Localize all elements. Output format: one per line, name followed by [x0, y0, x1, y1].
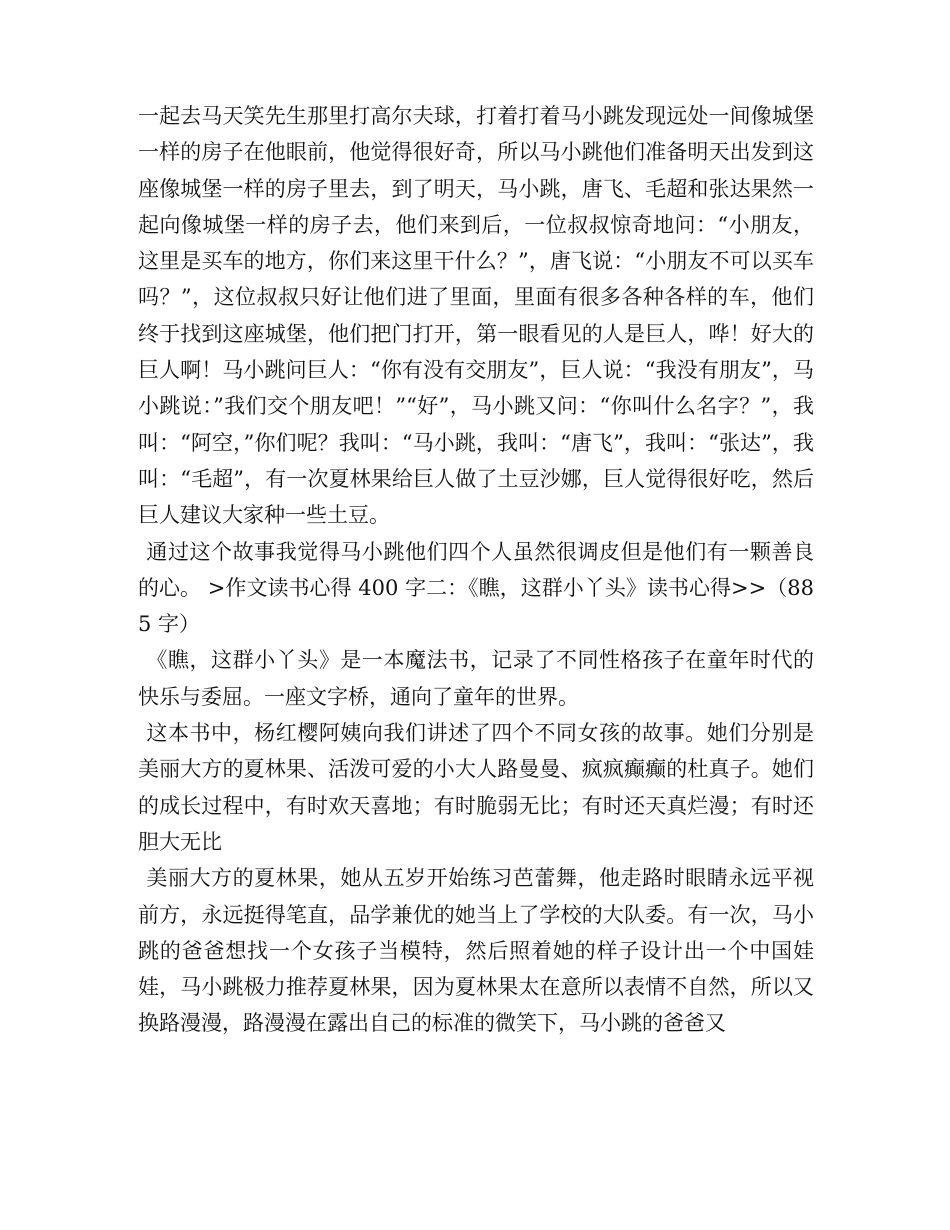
document-body	[138, 98, 814, 1042]
paragraph-reflection: 通过这个故事我觉得马小跳他们四个人虽然很调皮但是他们有一颗善良的心。 >作文读书心得 400 字二：《瞧，这群小丫头》读书心得>>（885 字）	[138, 539, 814, 637]
paragraph-book-intro: 《瞧，这群小丫头》是一本魔法书，记录了不同性格孩子在童年时代的快乐与委屈。一座文字桥，通向了童年的世界。	[138, 648, 814, 709]
paragraph-girls-overview: 这本书中，杨红樱阿姨向我们讲述了四个不同女孩的故事。她们分别是美丽大方的夏林果、活泼可爱的小大人路曼曼、疯疯癫癫的杜真子。她们的成长过程中，有时欢天喜地；有时脆弱无比；有时还天真烂漫；有时还胆大无比	[138, 721, 814, 854]
paragraph-xia-linguo: 美丽大方的夏林果，她从五岁开始练习芭蕾舞，他走路时眼睛永远平视前方，永远挺得笔直，品学兼优的她当上了学校的大队委。有一次，马小跳的爸爸想找一个女孩子当模特，然后照着她的样子设计出一个中国娃娃，马小跳极力推荐夏林果，因为夏林果太在意所以表情不自然，所以又换路漫漫，路漫漫在露出自己的标准的微笑下，马小跳的爸爸又	[138, 866, 814, 1036]
paragraph-story: 一起去马天笑先生那里打高尔夫球，打着打着马小跳发现远处一间像城堡一样的房子在他眼前，他觉得很好奇，所以马小跳他们准备明天出发到这座像城堡一样的房子里去，到了明天，马小跳，唐飞、毛超和张达果然一起向像城堡一样的房子去，他们来到后，一位叔叔惊奇地问：“小朋友，这里是买车的地方，你们来这里干什么？”，唐飞说：“小朋友不可以买车吗？”，这位叔叔只好让他们进了里面，里面有很多各种各样的车，他们终于找到这座城堡，他们把门打开，第一眼看见的人是巨人，哗！好大的巨人啊！马小跳问巨人：“你有没有交朋友”，巨人说：“我没有朋友”，马小跳说：”我们交个朋友吧！”“好”，马小跳又问：“你叫什么名字？”，我叫：“阿空，”你们呢？我叫：“马小跳，我叫：“唐飞”，我叫：“张达”，我叫：“毛超”，有一次夏林果给巨人做了土豆沙娜，巨人觉得很好吃，然后巨人建议大家种一些土豆。	[138, 104, 814, 528]
